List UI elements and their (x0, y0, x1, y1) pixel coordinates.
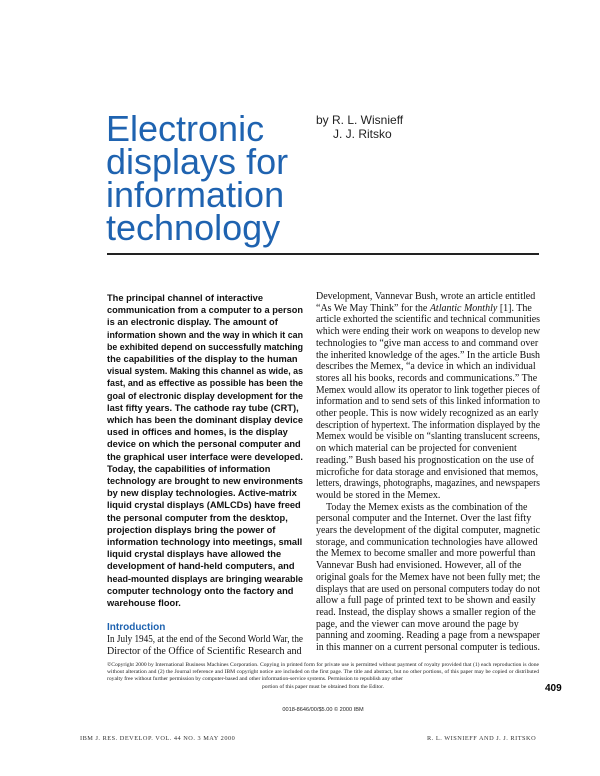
text-line: “As We May Think” for the Atlantic Monthly [1]. The (316, 302, 532, 314)
issn-line: 0018-8646/00/$5.00 © 2000 IBM (282, 707, 364, 713)
text-line: projection displays bring the power of (107, 524, 276, 535)
text-line: head-mounted displays are bringing wearable (107, 573, 303, 584)
text-line: liquid crystal displays have allowed the (107, 549, 282, 560)
text-line: visual system. Making this channel as wide, as (107, 366, 304, 377)
abstract (107, 292, 303, 609)
text-line: allow a full page of printed text to be shown and easily (316, 595, 536, 607)
copyright-text: ©Copyright 2000 by International Business Machines Corporation. Copying in printed form for private use is permitted without payment of royalty provided that (1) each reproduction is done without alteration and (2) the Journal reference and IBM copyright notice are included on the first page. The title and abstract, but no other portions, of this paper may be copied or distributed royalty free without further permission by computer-based and other information-service systems. Permission to republish any other (107, 662, 539, 683)
authors (316, 113, 403, 141)
copyright-text-last: portion of this paper must be obtained from the Editor. (261, 683, 385, 690)
text-line: microfiche for data storage and envisioned that memos, (316, 466, 539, 478)
text-line: which has been the dominant display device (107, 415, 303, 426)
text-line: on which material can be projected for convenient (316, 443, 517, 455)
text-line: reading.” Bush based his prognostication on the use of (316, 454, 535, 466)
body-text-right-column (316, 291, 540, 654)
text-line: read. Instead, the display shows a smaller region of the (316, 606, 536, 618)
article-title (106, 108, 289, 248)
text-line: stores all his books, records and communications.” The (316, 372, 538, 384)
title-line: technology (106, 207, 281, 248)
text-line: article exhorted the scientific and technical communities (316, 314, 540, 326)
text-line: Director of the Office of Scientific Research and (107, 646, 302, 658)
text-line: Memex would be visible on “slanting translucent screens, (316, 431, 540, 443)
author-line: by R. L. Wisnieff (316, 113, 404, 127)
title-rule (107, 253, 539, 255)
text-line: development of hand-held computers, and (107, 561, 295, 572)
text-line: In July 1945, at the end of the Second World War, the (107, 634, 303, 645)
section-heading-introduction: Introduction (107, 622, 166, 633)
text-line: goal of electronic display development for the (107, 390, 304, 401)
text-line: computer technology onto the factory and (107, 585, 294, 596)
footer-journal: IBM J. RES. DEVELOP. VOL. 44 NO. 3 MAY 2000 (80, 735, 236, 742)
text-line: communication from a computer to a person (107, 305, 304, 316)
intro-text (107, 634, 303, 658)
text-line: be exhibited depend on successfully matching (107, 341, 304, 352)
text-line: personal computer and the Internet. Over the last fifty (316, 513, 532, 525)
text-line: would be stored in the Memex. (316, 489, 441, 501)
text-line: last fifty years. The cathode ray tube (CRT), (107, 402, 299, 413)
text-line: by new display technologies. Active-matrix (107, 488, 297, 499)
footer-authors: R. L. WISNIEFF AND J. J. RITSKO (427, 735, 537, 742)
text-line: panning and zooming. Reading a page from a newspaper (316, 630, 541, 642)
text-line: displays that are used on personal computers today do not (316, 583, 541, 595)
text-line: information technology into meetings, small (107, 537, 303, 548)
title-line: Electronic (106, 108, 265, 149)
text-line: the graphical user interface were developed. (107, 451, 303, 462)
page-number: 409 (545, 683, 562, 694)
text-line: is an electronic display. The amount of (107, 317, 278, 328)
text-line: other people. This is now widely recognized as an early (316, 408, 539, 420)
text-line: the inherited knowledge of the ages.” In the article Bush (316, 349, 540, 361)
text-line: Today the Memex exists as the combination of the (326, 501, 528, 513)
text-line: original goals for the Memex have not been fully met; the (316, 571, 540, 583)
text-line: Development, Vannevar Bush, wrote an article entitled (316, 291, 536, 302)
text-line: warehouse floor. (107, 598, 181, 609)
text-line: the personal computer from the desktop, (107, 512, 288, 523)
text-line: which were ending their work on weapons to develop new (316, 326, 540, 338)
text-line: information and to send sets of this linked information to (316, 396, 540, 408)
text-line: The principal channel of interactive (107, 293, 264, 303)
text-line: Memex would allow its operator to link together pieces of (316, 384, 540, 396)
text-line: years the development of the digital computer, magnetic (316, 525, 540, 537)
text-line: device on which the personal computer and (107, 439, 301, 450)
text-line: technology are brought to new environments (107, 476, 304, 487)
title-line: information (106, 174, 285, 215)
text-line: Vannevar Bush had envisioned. However, all of the (316, 560, 522, 572)
title-line: displays for (106, 141, 289, 182)
text-line: letters, drawings, photographs, magazines, and newspapers (316, 478, 540, 490)
text-line: page, and the viewer can move around the page by (316, 618, 519, 630)
copyright-footnote (107, 662, 539, 691)
text-line: describes the Memex, “a device in which an individual (316, 361, 536, 373)
text-line: Today, the capabilities of information (107, 463, 271, 474)
text-line: storage, and communication technologies have allowed (316, 536, 538, 548)
text-line: the Memex to become smaller and more powerful than (316, 548, 536, 560)
author-line: J. J. Ritsko (333, 127, 392, 141)
text-line: information shown and the way in which it can (107, 329, 303, 340)
text-line: liquid crystal displays (AMLCDs) have freed (107, 500, 301, 511)
text-line: description of hypertext. The information displayed by the (316, 419, 541, 431)
text-line: the capabilities of the display to the human (107, 354, 298, 365)
text-line: in this manner on a current personal computer is tedious. (316, 642, 540, 654)
text-line: used in offices and homes, is the display (107, 427, 288, 438)
text-line: fast, and as effective as possible has been the (107, 378, 303, 389)
text-line: technologies to “give man access to and command over (316, 337, 539, 349)
